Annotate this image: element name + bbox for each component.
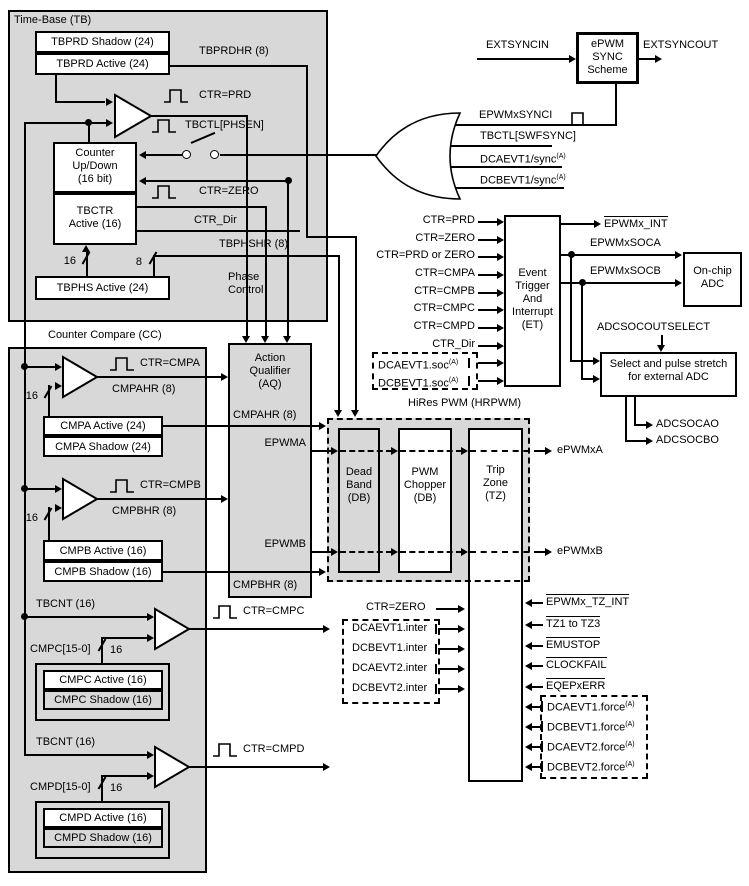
arrowhead [461,447,468,455]
connector [532,746,541,748]
arrowhead [461,548,468,556]
connector [634,397,636,426]
bus-width-16: 16 [25,512,38,524]
arrowhead [525,642,532,650]
aq-cmpbhr-label: CMPBHR (8) [233,579,298,591]
epwmb-dashed-line [400,551,462,553]
connector [438,648,458,650]
connector [639,58,655,60]
connector [561,254,675,256]
arrowhead [525,683,532,691]
tbctr-active-label: TBCTR Active (16) [68,205,122,230]
epwmxsynci-label: EPWMxSYNCI [479,109,553,121]
epwmxsocb-label: EPWMxSOCB [590,265,661,277]
connector [24,754,148,756]
extsyncout-label: EXTSYNCOUT [643,39,719,51]
tick [468,376,470,386]
arrowhead [497,253,504,261]
cmpbhr-bus [163,571,320,573]
arrowhead [319,422,326,430]
epwma-line [312,450,333,452]
tz-dcaevt2-force: DCAEVT2.force$^{(A)}$ [547,741,635,754]
tz-clockfail: CLOCKFAIL [546,659,607,671]
arrowhead [497,289,504,297]
arrowhead [331,548,338,556]
bus-width-16: 16 [25,390,38,402]
arrowhead [525,743,532,751]
connector [220,154,378,156]
cmpb-active-box: CMPB Active (16) [43,540,163,561]
tick [541,701,543,712]
arrowhead [106,119,113,127]
arrowhead [331,447,338,455]
connector [306,236,357,238]
pulse-icon [108,355,138,372]
bus-width-8: 8 [135,256,142,268]
arrowhead [655,55,662,63]
connector [478,380,497,382]
hrpwm-title: HiRes PWM (HRPWM) [408,397,522,409]
cmpa-shadow-box: CMPA Shadow (24) [43,436,163,457]
adcsocao-label: ADCSOCAO [656,418,719,430]
arrowhead [525,662,532,670]
ctr-prd-label: CTR=PRD [199,89,252,101]
epwma-dashed-line [470,450,540,452]
dcaevt1-sync-label: DCAEVT1/sync$^{(A)}$ [480,153,566,166]
arrowhead [323,763,330,771]
epwmb-dashed-line [470,551,540,553]
tick [541,761,543,772]
tbcnt-bus [24,123,26,756]
tz-dcbevt1-inter: DCBEVT1.inter [352,642,428,654]
connector [532,624,543,626]
connector [246,115,248,336]
et-in-ctr-cmpc: CTR=CMPC [413,302,475,314]
pulse-icon [211,741,241,758]
et-in-ctr-cmpb: CTR=CMPB [414,285,475,297]
bus-width-16: 16 [110,644,123,656]
connector [570,255,572,361]
arrowhead [646,437,653,445]
connector [338,255,340,410]
comparator-icon [113,93,153,139]
arrowhead [261,336,269,343]
connector [438,668,458,670]
connector [581,378,593,380]
time-base-title: Time-Base (TB) [14,14,92,26]
et-in-ctr-prd-or-zero: CTR=PRD or ZERO [376,249,475,261]
pulse-icon [108,477,138,494]
arrowhead [497,377,504,385]
cmpahr-bus [163,425,320,427]
ctr-cmpb-label: CTR=CMPB [140,479,201,491]
tz-epwmx-tz-int: EPWMx_TZ_INT [546,596,630,608]
arrowhead [458,665,465,673]
tick [435,684,437,694]
adcsocoutselect-label: ADCSOCOUTSELECT [597,321,711,333]
tz-dcbevt2-inter: DCBEVT2.inter [352,682,428,694]
comparator-icon [61,355,99,399]
epwmxb-label: ePWMxB [557,545,603,557]
action-qualifier-label: Action Qualifier (AQ) [249,352,291,390]
arrowhead [675,279,682,287]
arrowhead [221,495,228,503]
connector [478,256,497,258]
tick [468,358,470,368]
connector [532,766,541,768]
arrowhead [55,382,62,390]
tbprd-shadow-box: TBPRD Shadow (24) [35,31,170,53]
arrowhead [139,177,146,185]
arrowhead [147,772,154,780]
connector [101,775,148,777]
connector [188,628,324,630]
arrowhead [545,447,552,455]
arrowhead [391,447,398,455]
connector [24,488,56,490]
arrowhead [497,342,504,350]
counter-compare-title: Counter Compare (CC) [48,329,162,341]
tbprd-active-box: TBPRD Active (24) [35,53,170,75]
connector [170,65,308,67]
tz-dcaevt1-force: DCAEVT1.force$^{(A)}$ [547,701,635,714]
arrowhead [497,359,504,367]
trip-zone-label: Trip Zone (TZ) [482,464,509,502]
adcsocbo-label: ADCSOCBO [656,434,719,446]
tbcnt-label: TBCNT (16) [36,598,96,610]
tz-eqepxerr: EQEPxERR [546,680,606,692]
arrowhead [497,306,504,314]
bus-width-16: 16 [63,255,76,267]
et-in-dcaevt1-soc: DCAEVT1.soc$^{(A)}$ [378,359,459,372]
arrowhead [525,599,532,607]
arrowhead [323,625,330,633]
epwmb-line [312,551,333,553]
tick [435,664,437,674]
epwmx-int-label: EPWMx_INT [604,218,668,230]
pulse-icon [211,603,241,620]
tz-tz1-to-tz3: TZ1 to TZ3 [546,618,601,630]
connector [478,292,497,294]
comparator-icon [153,745,191,789]
tbcnt-label: TBCNT (16) [36,736,96,748]
select-pulse-stretch-label: Select and pulse stretch for external ADC [609,358,728,383]
pulse-icon [150,117,180,134]
dead-band-label: Dead Band (DB) [345,466,373,504]
tick [435,644,437,654]
epwmb-dashed-line [340,551,392,553]
tick [435,624,437,634]
connector [436,608,458,610]
connector [24,366,56,368]
connector [634,424,646,426]
epwm-sync-scheme-label: ePWM SYNC Scheme [587,38,628,76]
et-in-ctr-cmpa: CTR=CMPA [415,267,475,279]
arrowhead [147,634,154,642]
connector [355,236,357,410]
arrowhead [525,703,532,711]
tick [541,741,543,752]
pwm-chopper-label: PWM Chopper (DB) [403,466,447,504]
connector [532,602,543,604]
connector [146,154,182,156]
epwma-dashed-line [400,450,462,452]
cmpbhr-label: CMPBHR (8) [112,505,177,517]
connector [532,686,543,688]
arrowhead [55,504,62,512]
event-trigger-label: Event Trigger And Interrupt (ET) [512,267,553,331]
phase-control-label: Phase Control [228,271,264,296]
connector [306,65,308,237]
arrowhead [458,625,465,633]
connector [478,362,497,364]
connector [478,274,497,276]
connector [532,726,541,728]
connector [625,397,627,442]
epwmxa-label: ePWMxA [557,444,603,456]
tbctl-phsen-label: TBCTL[PHSEN] [185,119,264,131]
tz-dcbevt2-force: DCBEVT2.force$^{(A)}$ [547,761,635,774]
connector [477,58,569,60]
tbphs-active-box: TBPHS Active (24) [35,276,170,300]
arrowhead [458,685,465,693]
connector [265,206,267,336]
tz-dcaevt1-inter: DCAEVT1.inter [352,622,428,634]
et-in-ctr-dir: CTR_Dir [432,338,475,350]
arrowhead [675,251,682,259]
dcbevt1-sync-label: DCBEVT1/sync$^{(A)}$ [480,174,566,187]
aq-epwmb-label: EPWMB [264,538,306,550]
cmpahr-label: CMPAHR (8) [112,383,176,395]
switch-contact-icon [210,150,219,159]
arrowhead [242,336,250,343]
connector [438,688,458,690]
pulse-icon [162,87,192,104]
arrowhead [221,373,228,381]
arrowhead [334,410,342,417]
cmpd-range-label: CMPD[15-0] [30,781,91,793]
tbprdhr-label: TBPRDHR (8) [199,45,269,57]
cmpb-shadow-box: CMPB Shadow (16) [43,561,163,582]
or-gate-icon [360,111,462,201]
connector [24,616,148,618]
switch-contact-icon [182,150,191,159]
cmpc-shadow-box: CMPC Shadow (16) [43,690,163,710]
cmpd-active-box: CMPD Active (16) [43,808,163,828]
arrowhead [391,548,398,556]
arrowhead [139,151,146,159]
connector [581,283,583,379]
tbphshr-label: TBPHSHR (8) [219,238,289,250]
aq-cmpahr-label: CMPAHR (8) [233,409,297,421]
connector [146,180,289,182]
onchip-adc-label: On-chip ADC [693,265,732,290]
arrowhead [593,375,600,383]
connector [96,498,222,500]
connector [101,637,148,639]
connector [561,223,594,225]
cmpd-shadow-box: CMPD Shadow (16) [43,828,163,848]
connector [24,122,106,124]
arrowhead [525,723,532,731]
connector [55,75,57,103]
arrowhead [569,55,576,63]
cmpa-active-box: CMPA Active (24) [43,416,163,436]
et-in-ctr-cmpd: CTR=CMPD [413,320,475,332]
connector [615,84,617,126]
arrowhead [319,568,326,576]
comparator-icon [61,477,99,521]
connector [532,645,543,647]
connector [478,327,497,329]
connector [137,230,300,232]
epwma-dashed-line [340,450,392,452]
et-in-ctr-prd: CTR=PRD [422,214,475,226]
connector [153,255,340,257]
arrowhead [594,220,601,228]
ctr-dir-label: CTR_Dir [194,214,237,226]
arrowhead [497,271,504,279]
et-in-ctr-zero: CTR=ZERO [415,232,475,244]
connector [96,376,222,378]
ctr-cmpa-label: CTR=CMPA [140,357,200,369]
connector [478,221,497,223]
connector [478,239,497,241]
connector [532,706,541,708]
ctr-zero-label: CTR=ZERO [199,185,259,197]
connector [478,345,497,347]
connector [188,766,324,768]
connector [88,123,90,142]
connector [438,628,458,630]
arrowhead [351,410,359,417]
cmpc-range-label: CMPC[15-0] [30,643,91,655]
tick [541,721,543,732]
arrowhead [458,645,465,653]
counter-updown-label: Counter Up/Down (16 bit) [72,147,118,185]
arrowhead [525,763,532,771]
arrowhead [646,421,653,429]
arrowhead [458,605,465,613]
aq-epwma-label: EPWMA [264,437,306,449]
arrowhead [525,621,532,629]
ctr-cmpd-label: CTR=CMPD [243,743,305,755]
connector [532,665,543,667]
bus-width-16: 16 [110,782,123,794]
tz-dcaevt2-inter: DCAEVT2.inter [352,662,428,674]
tz-emustop: EMUSTOP [546,639,601,651]
arrowhead [283,336,291,343]
tz-dcbevt1-force: DCBEVT1.force$^{(A)}$ [547,721,635,734]
arrowhead [593,357,600,365]
extsyncin-label: EXTSYNCIN [486,39,549,51]
et-in-dcbevt1-soc: DCBEVT1.soc$^{(A)}$ [378,377,459,390]
arrowhead [545,548,552,556]
connector [478,309,497,311]
epwmxsoca-label: EPWMxSOCA [590,237,661,249]
comparator-icon [153,607,191,651]
connector [55,101,105,103]
arrowhead [497,236,504,244]
cmpc-active-box: CMPC Active (16) [43,670,163,690]
tbctl-swfsync-label: TBCTL[SWFSYNC] [480,130,576,142]
pulse-icon [564,110,594,127]
tz-ctr-zero-label: CTR=ZERO [366,601,426,613]
arrowhead [497,218,504,226]
connector [287,181,289,336]
arrowhead [657,345,665,352]
connector [661,335,663,345]
connector [625,440,646,442]
pulse-icon [150,183,180,200]
connector [137,206,267,208]
arrowhead [106,98,113,106]
arrowhead [497,324,504,332]
ctr-cmpc-label: CTR=CMPC [243,605,305,617]
